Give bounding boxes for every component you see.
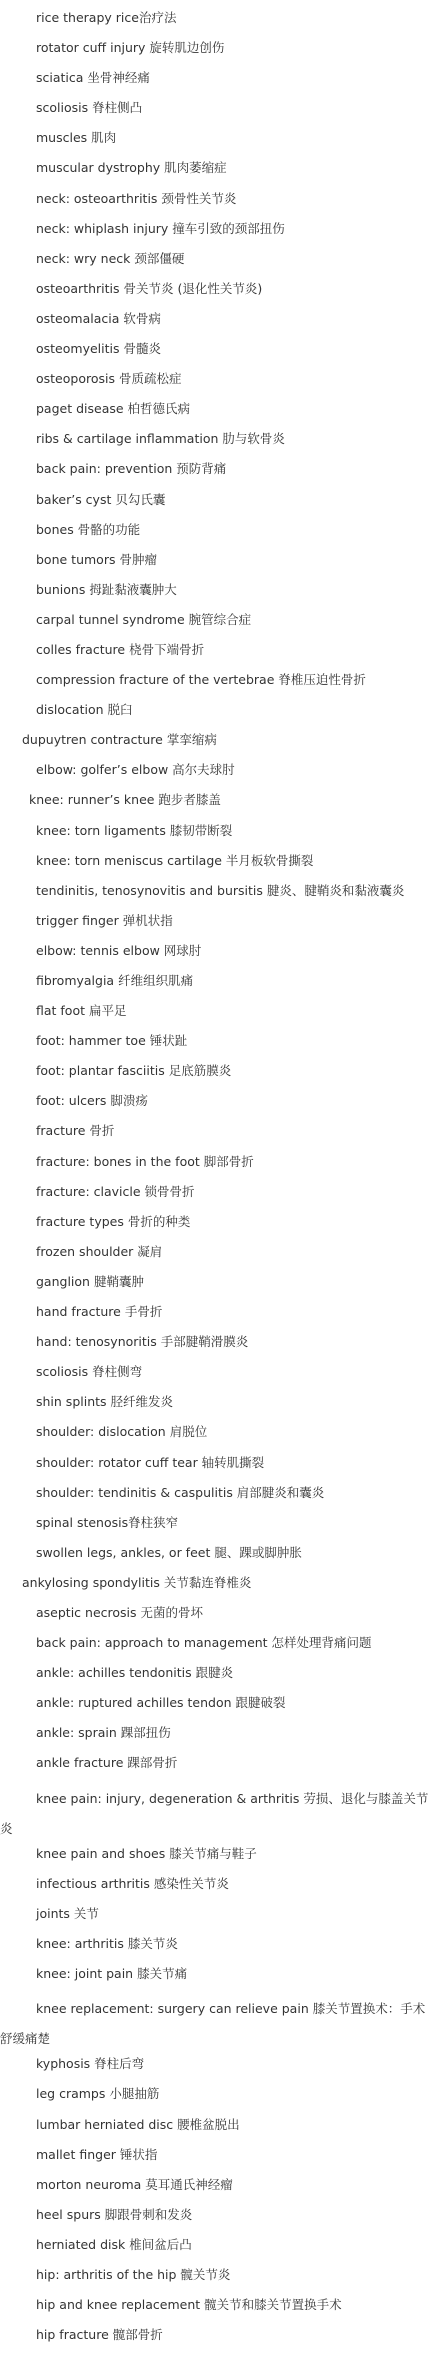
topic-link[interactable]: swollen legs, ankles, or feet 腿、踝或脚肿胀 bbox=[36, 1544, 302, 1560]
topic-link[interactable]: lumbar herniated disc 腰椎盆脱出 bbox=[36, 2116, 240, 2132]
topic-link[interactable]: knee pain: injury, degeneration & arthritis 劳损、退化与膝盖关节炎 bbox=[0, 1790, 429, 1836]
topic-link[interactable]: elbow: golfer’s elbow 高尔夫球肘 bbox=[36, 762, 235, 778]
topic-link[interactable]: scoliosis 脊柱侧弯 bbox=[36, 1364, 143, 1380]
topic-link[interactable]: carpal tunnel syndrome 腕管综合症 bbox=[36, 611, 252, 627]
topic-link[interactable]: ankle: achilles tendonitis 跟腱炎 bbox=[36, 1665, 234, 1681]
topic-link[interactable]: infectious arthritis 感染性关节炎 bbox=[36, 1875, 229, 1891]
topic-link[interactable]: hip and knee replacement 髋关节和膝关节置换手术 bbox=[36, 2297, 342, 2313]
topic-link[interactable]: scoliosis 脊柱侧凸 bbox=[36, 100, 143, 116]
topic-link[interactable]: knee: joint pain 膝关节痛 bbox=[36, 1966, 188, 1982]
topic-link[interactable]: neck: wry neck 颈部僵硬 bbox=[36, 250, 185, 266]
topic-link[interactable]: baker’s cyst 贝勾氏囊 bbox=[36, 491, 166, 507]
topic-link[interactable]: osteoarthritis 骨关节炎 (退化性关节炎) bbox=[36, 280, 263, 296]
topic-link[interactable]: muscles 肌肉 bbox=[36, 130, 117, 146]
topic-link[interactable]: osteomalacia 软骨病 bbox=[36, 310, 161, 326]
topic-link[interactable]: mallet finger 锤状指 bbox=[36, 2146, 158, 2162]
topic-link[interactable]: back pain: prevention 预防背痛 bbox=[36, 461, 227, 477]
topic-link[interactable]: morton neuroma 莫耳通氏神经瘤 bbox=[36, 2176, 233, 2192]
topic-link[interactable]: bones 骨骼的功能 bbox=[36, 521, 141, 537]
topic-link[interactable]: colles fracture 桡骨下端骨折 bbox=[36, 641, 205, 657]
topic-link[interactable]: shin splints 胫纤维发炎 bbox=[36, 1394, 174, 1410]
topic-link[interactable]: rice therapy rice治疗法 bbox=[36, 10, 177, 25]
topic-link[interactable]: ankle fracture 踝部骨折 bbox=[36, 1755, 178, 1771]
topic-link[interactable]: ribs & cartilage inflammation 肋与软骨炎 bbox=[36, 431, 285, 447]
topic-link[interactable]: osteoporosis 骨质疏松症 bbox=[36, 371, 182, 387]
topic-link[interactable]: heel spurs 脚跟骨刺和发炎 bbox=[36, 2206, 193, 2222]
topic-link[interactable]: hip: arthritis of the hip 髋关节炎 bbox=[36, 2267, 231, 2283]
topic-link[interactable]: rotator cuff injury 旋转肌边创伤 bbox=[36, 40, 225, 56]
topic-link[interactable]: foot: plantar fasciitis 足底筋膜炎 bbox=[36, 1063, 232, 1079]
topic-link[interactable]: hand fracture 手骨折 bbox=[36, 1304, 163, 1320]
topic-link[interactable]: shoulder: rotator cuff tear 轴转肌撕裂 bbox=[36, 1454, 265, 1470]
topic-link[interactable]: trigger finger 弹机状指 bbox=[36, 912, 173, 928]
topic-link[interactable]: ganglion 腱鞘囊肿 bbox=[36, 1273, 144, 1289]
topic-link[interactable]: fracture types 骨折的种类 bbox=[36, 1213, 191, 1229]
topic-link[interactable]: ankle: ruptured achilles tendon 跟腱破裂 bbox=[36, 1695, 286, 1711]
topic-link[interactable]: osteomyelitis 骨髓炎 bbox=[36, 341, 161, 357]
topic-link[interactable]: flat foot 扁平足 bbox=[36, 1003, 127, 1019]
topic-link[interactable]: paget disease 柏哲德氏病 bbox=[36, 401, 191, 417]
topic-link[interactable]: frozen shoulder 凝肩 bbox=[36, 1243, 163, 1259]
topic-link[interactable]: kyphosis 脊柱后弯 bbox=[36, 2056, 145, 2072]
topic-link[interactable]: elbow: tennis elbow 网球肘 bbox=[36, 942, 202, 958]
topic-link[interactable]: foot: ulcers 脚溃疡 bbox=[36, 1093, 148, 1109]
topic-link[interactable]: joints 关节 bbox=[36, 1905, 99, 1921]
topic-link[interactable]: foot: hammer toe 锤状趾 bbox=[36, 1033, 188, 1049]
topic-link[interactable]: herniated disk 椎间盆后凸 bbox=[36, 2236, 192, 2252]
topic-link[interactable]: ankle: sprain 踝部扭伤 bbox=[36, 1725, 171, 1741]
topic-link[interactable]: knee pain and shoes 膝关节痛与鞋子 bbox=[36, 1845, 257, 1861]
topic-link[interactable]: sciatica 坐骨神经痛 bbox=[36, 70, 150, 86]
topic-link[interactable]: hip fracture 髋部骨折 bbox=[36, 2327, 163, 2343]
topic-link[interactable]: neck: whiplash injury 撞车引致的颈部扭伤 bbox=[36, 220, 285, 236]
topic-link[interactable]: back pain: approach to management 怎样处理背痛问题 bbox=[36, 1635, 372, 1651]
topic-link[interactable]: fracture 骨折 bbox=[36, 1123, 115, 1139]
topic-link[interactable]: leg cramps 小腿抽筋 bbox=[36, 2086, 160, 2102]
topic-link[interactable]: shoulder: dislocation 肩脱位 bbox=[36, 1424, 208, 1440]
topic-link[interactable]: knee: arthritis 膝关节炎 bbox=[36, 1936, 178, 1951]
topic-link[interactable]: muscular dystrophy 肌肉萎缩症 bbox=[36, 160, 227, 176]
topic-link[interactable]: dislocation 脱臼 bbox=[36, 702, 133, 718]
topic-link[interactable]: bunions 拇趾黏液囊肿大 bbox=[36, 581, 177, 597]
topic-link[interactable]: knee: torn meniscus cartilage 半月板软骨撕裂 bbox=[36, 852, 314, 868]
topic-link[interactable]: hand: tenosynoritis 手部腱鞘滑膜炎 bbox=[36, 1334, 249, 1350]
topic-link[interactable]: knee: torn ligaments 膝韧带断裂 bbox=[36, 822, 233, 838]
topic-link[interactable]: bone tumors 骨肿瘤 bbox=[36, 551, 157, 567]
topic-link[interactable]: fracture: bones in the foot 脚部骨折 bbox=[36, 1153, 254, 1169]
topic-link[interactable]: fibromyalgia 纤维组织肌痛 bbox=[36, 973, 194, 988]
topic-link[interactable]: dupuytren contracture 掌挛缩病 bbox=[22, 732, 217, 748]
topic-link[interactable]: tendinitis, tenosynovitis and bursitis 腱炎、腱鞘炎和黏液囊炎 bbox=[36, 882, 405, 898]
topic-link[interactable]: knee: runner’s knee 跑步者膝盖 bbox=[29, 792, 221, 808]
topic-link[interactable]: compression fracture of the vertebrae 脊椎压迫性骨折 bbox=[36, 672, 366, 688]
topic-link[interactable]: shoulder: tendinitis & caspulitis 肩部腱炎和囊炎 bbox=[36, 1484, 325, 1500]
topic-link[interactable]: knee replacement: surgery can relieve pain 膝关节置换术：手术舒缓痛楚 bbox=[0, 2001, 426, 2047]
topic-link[interactable]: aseptic necrosis 无菌的骨坏 bbox=[36, 1604, 203, 1620]
topic-link[interactable]: neck: osteoarthritis 颈骨性关节炎 bbox=[36, 190, 237, 206]
topic-link[interactable]: ankylosing spondylitis 关节黏连脊椎炎 bbox=[22, 1574, 252, 1590]
topic-link[interactable]: fracture: clavicle 锁骨骨折 bbox=[36, 1183, 195, 1199]
topic-link[interactable]: spinal stenosis脊柱狭窄 bbox=[36, 1514, 179, 1530]
